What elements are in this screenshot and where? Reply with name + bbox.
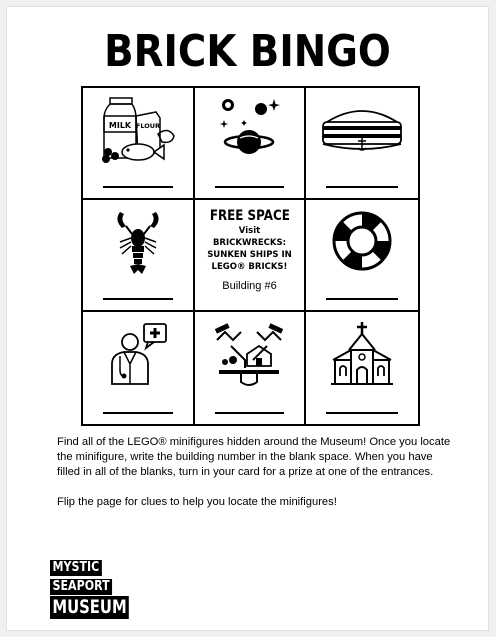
bingo-cell-sailor-hat: [306, 88, 418, 200]
instructions: [57, 435, 457, 525]
logo-line-mystic: MYSTIC: [50, 560, 102, 576]
free-space-visit: Visit: [238, 226, 261, 236]
flour-label: FLOUR: [135, 122, 160, 130]
bingo-card-page: [6, 6, 489, 631]
instructions-clue-note: Flip the page for clues to help you locate the minifigures!: [57, 496, 337, 508]
shipyard-crane-icon: [211, 320, 287, 388]
planets-space-icon: [214, 96, 284, 166]
free-space-title: FREE SPACE: [209, 208, 290, 224]
free-space-exhibit-line3: LEGO® BRICKS!: [211, 262, 288, 272]
bingo-cell-lobster: [83, 200, 195, 312]
logo-line-seaport: SEAPORT: [50, 579, 112, 595]
bingo-cell-life-ring: [306, 200, 418, 312]
lobster-icon: [108, 208, 168, 278]
free-space-building: Building #6: [222, 280, 277, 292]
bingo-grid: [81, 86, 420, 426]
building-number-blank[interactable]: [326, 412, 398, 414]
doctor-icon: [102, 320, 174, 388]
building-number-blank[interactable]: [215, 186, 285, 188]
free-space-exhibit-line1: BRICKWRECKS:: [212, 238, 287, 248]
bingo-cell-church: [306, 312, 418, 424]
bingo-cell-shipyard: [195, 312, 307, 424]
building-number-blank[interactable]: [326, 186, 398, 188]
building-number-blank[interactable]: [103, 298, 173, 300]
bingo-cell-doctor: [83, 312, 195, 424]
page-title: BRICK BINGO: [104, 26, 391, 77]
instructions-paragraph: Find all of the LEGO® minifigures hidden around the Museum! Once you locate the minifigure, write the building number in the blank space. When you have filled in all of the blanks, turn in your card for a prize at one of the entrances.: [57, 436, 451, 478]
building-number-blank[interactable]: [103, 412, 173, 414]
bingo-cell-space: [195, 88, 307, 200]
mystic-seaport-museum-logo: [50, 558, 142, 620]
sailor-hat-icon: [317, 100, 407, 160]
free-space-exhibit-line2: SUNKEN SHIPS IN: [207, 250, 292, 260]
milk-label: MILK: [108, 121, 131, 130]
bingo-cell-free-space: [195, 200, 307, 312]
milk-flour-food-icon: [98, 96, 178, 166]
building-number-blank[interactable]: [326, 298, 398, 300]
logo-line-museum: MUSEUM: [50, 596, 129, 619]
bingo-cell-food: [83, 88, 195, 200]
building-number-blank[interactable]: [103, 186, 173, 188]
church-icon: [327, 320, 397, 388]
building-number-blank[interactable]: [215, 412, 285, 414]
life-ring-icon: [329, 208, 395, 274]
